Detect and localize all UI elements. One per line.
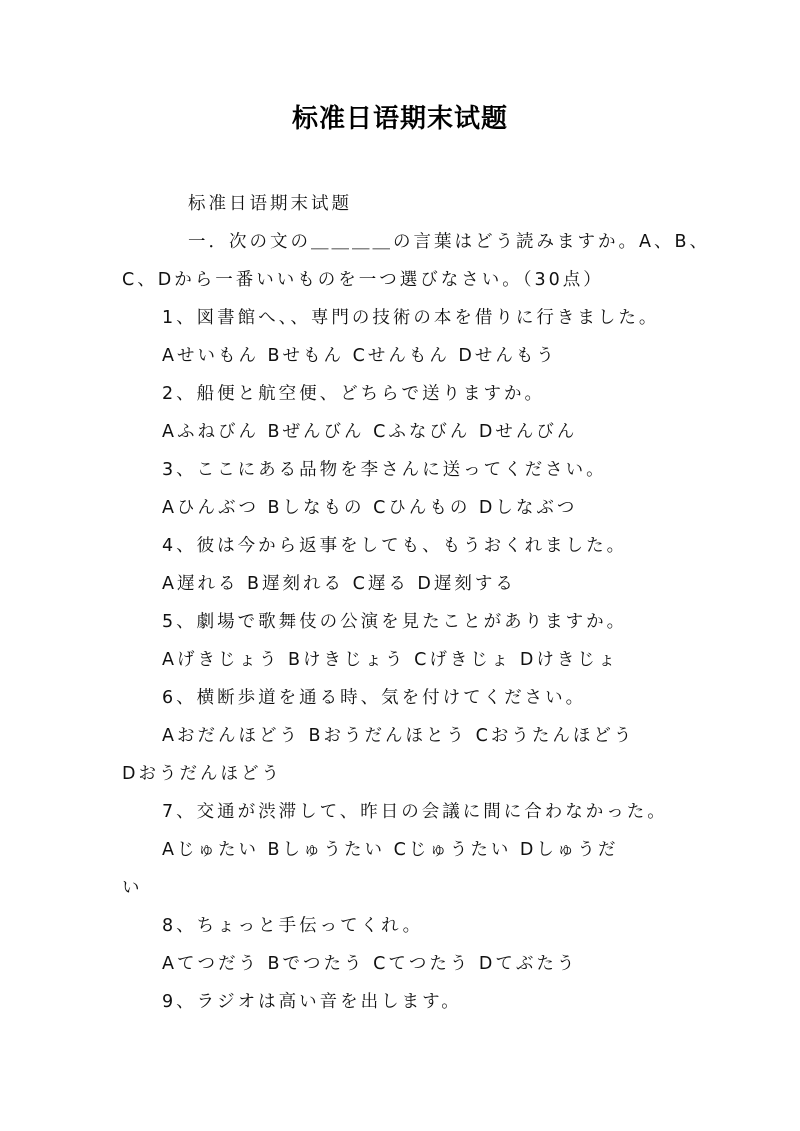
question-6: 6、横断歩道を通る時、気を付けてください。 (162, 688, 587, 708)
question-1: 1、図書館へ、、専門の技術の本を借りに行きました。 (162, 308, 660, 328)
subtitle-line: 标准日语期末试题 (188, 194, 352, 214)
question-3-options: Aひんぶつ Bしなもの Cひんもの Dしなぶつ (162, 498, 578, 518)
question-7: 7、交通が渋滞して、昨日の会議に間に合わなかった。 (162, 802, 668, 822)
question-7-options-continued: い (122, 878, 143, 898)
question-9: 9、ラジオは高い音を出します。 (162, 992, 462, 1012)
instruction-line-2: C、Dから一番いいものを一つ選びなさい。（30点） (122, 270, 604, 290)
question-2-options: Aふねびん Bぜんびん Cふなびん Dせんびん (162, 422, 578, 442)
question-2: 2、船便と航空便、どちらで送りますか。 (162, 384, 545, 404)
question-8: 8、ちょっと手伝ってくれ。 (162, 916, 424, 936)
question-1-options: Aせいもん Bせもん Cせんもん Dせんもう (162, 346, 557, 366)
question-6-options-continued: Dおうだんほどう (122, 764, 282, 784)
question-4: 4、彼は今から返事をしても、もうおくれました。 (162, 536, 628, 556)
question-7-options: Aじゅたい Bしゅうたい Cじゅうたい Dしゅうだ (162, 840, 619, 860)
question-8-options: Aてつだう Bでつたう Cてつたう Dてぶたう (162, 954, 578, 974)
question-5-options: Aげきじょう Bけきじょう Cげきじょ Dけきじょ (162, 650, 619, 670)
instruction-line-1: 一．次の文の＿＿＿＿の言葉はどう読みますか。A、B、 (188, 232, 710, 252)
question-4-options: A遅れる B遅刻れる C遅る D遅刻する (162, 574, 516, 594)
question-5: 5、劇場で歌舞伎の公演を見たことがありますか。 (162, 612, 628, 632)
document-title: 标准日语期末试题 (291, 104, 508, 134)
question-6-options: Aおだんほどう Bおうだんほとう Cおうたんほどう (162, 726, 635, 746)
question-3: 3、ここにある品物を李さんに送ってください。 (162, 460, 607, 480)
